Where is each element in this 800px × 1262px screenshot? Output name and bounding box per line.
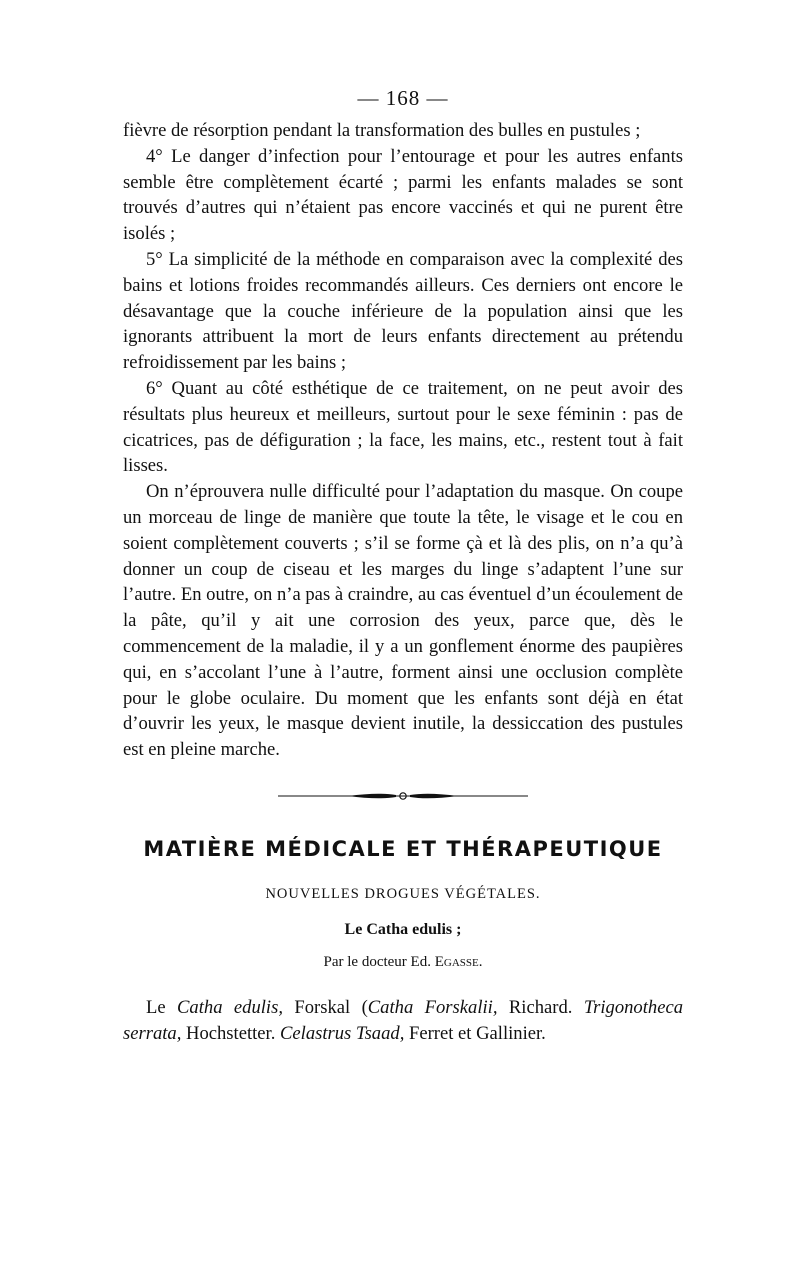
byline-prefix: Par le docteur Ed. — [323, 953, 431, 970]
paragraph-4: 6° Quant au côté esthétique de ce traitement, on ne peut avoir des résultats plus heureux et meilleurs, surtout pour le sexe féminin : pas de cicatrices, pas de défiguration ; la face, les mains, etc., restent tout à fait lisses. — [123, 377, 683, 477]
intro-paragraph — [123, 995, 683, 1047]
intro-text-3: Richard. — [497, 996, 584, 1018]
byline-author: Egasse. — [434, 953, 483, 970]
article-title: Le Catha edulis ; — [344, 920, 462, 938]
body-text — [123, 118, 683, 763]
paragraph-2: 4° Le danger d’infection pour l’entourage et pour les autres enfants semble être complètement écarté ; parmi les enfants malades se sont trouvés d’autres qui n’étaient pas encore vaccinés et qui ne purent être isolés ; — [123, 145, 683, 245]
intro-text-2: Forskal ( — [282, 996, 368, 1018]
ornamental-divider — [123, 789, 683, 803]
paragraph-1: fièvre de résorption pendant la transformation des bulles en pustules ; — [123, 120, 641, 141]
page-number: — 168 — — [357, 86, 449, 110]
intro-text-5: Ferret et Gallinier. — [404, 1022, 546, 1044]
section-subheading: NOUVELLES DROGUES VÉGÉTALES. — [265, 885, 541, 902]
intro-taxon-4: Celastrus Tsaad, — [280, 1022, 405, 1044]
paragraph-3: 5° La simplicité de la méthode en comparaison avec la complexité des bains et lotions froides recommandés ailleurs. Ces derniers ont encore le désavantage que la couche inférieure de la population ainsi que les ignorants attribuent la mort de leurs enfants directement au prétendu refroidissement par les bains ; — [123, 248, 683, 374]
section-heading: MATIÈRE MÉDICALE ET THÉRAPEUTIQUE — [143, 836, 663, 861]
intro-text-1: Le — [146, 996, 178, 1018]
divider-ornament-icon — [278, 789, 528, 803]
intro-taxon-2: Catha Forskalii, — [367, 996, 498, 1018]
intro-taxon-1: Catha edulis, — [177, 996, 283, 1018]
document-page — [123, 84, 683, 1047]
intro-text-4: Hochstetter. — [181, 1022, 280, 1044]
paragraph-5: On n’éprouvera nulle difficulté pour l’adaptation du masque. On coupe un morceau de linge de manière que toute la tête, le visage et le cou en soient complètement couverts ; s’il se forme çà et là des plis, on n’a qu’à donner un coup de ciseau et les marges du linge s’adaptent l’une sur l’autre. En outre, on n’a pas à craindre, au cas éventuel d’un écoulement de la pâte, qu’il y ait une corrosion des yeux, parce que, dès le commencement de la maladie, il y a un gonflement énorme des paupières qui, en s’accolant l’une à l’autre, forment ainsi une occlusion complète pour le globe oculaire. Du moment que les enfants sont déjà en état d’ouvrir les yeux, le masque devient inutile, la dessiccation des pustules est en pleine marche. — [123, 481, 683, 761]
intro-taxon-3: Trigonotheca serrata, — [123, 996, 683, 1044]
byline — [123, 951, 683, 973]
